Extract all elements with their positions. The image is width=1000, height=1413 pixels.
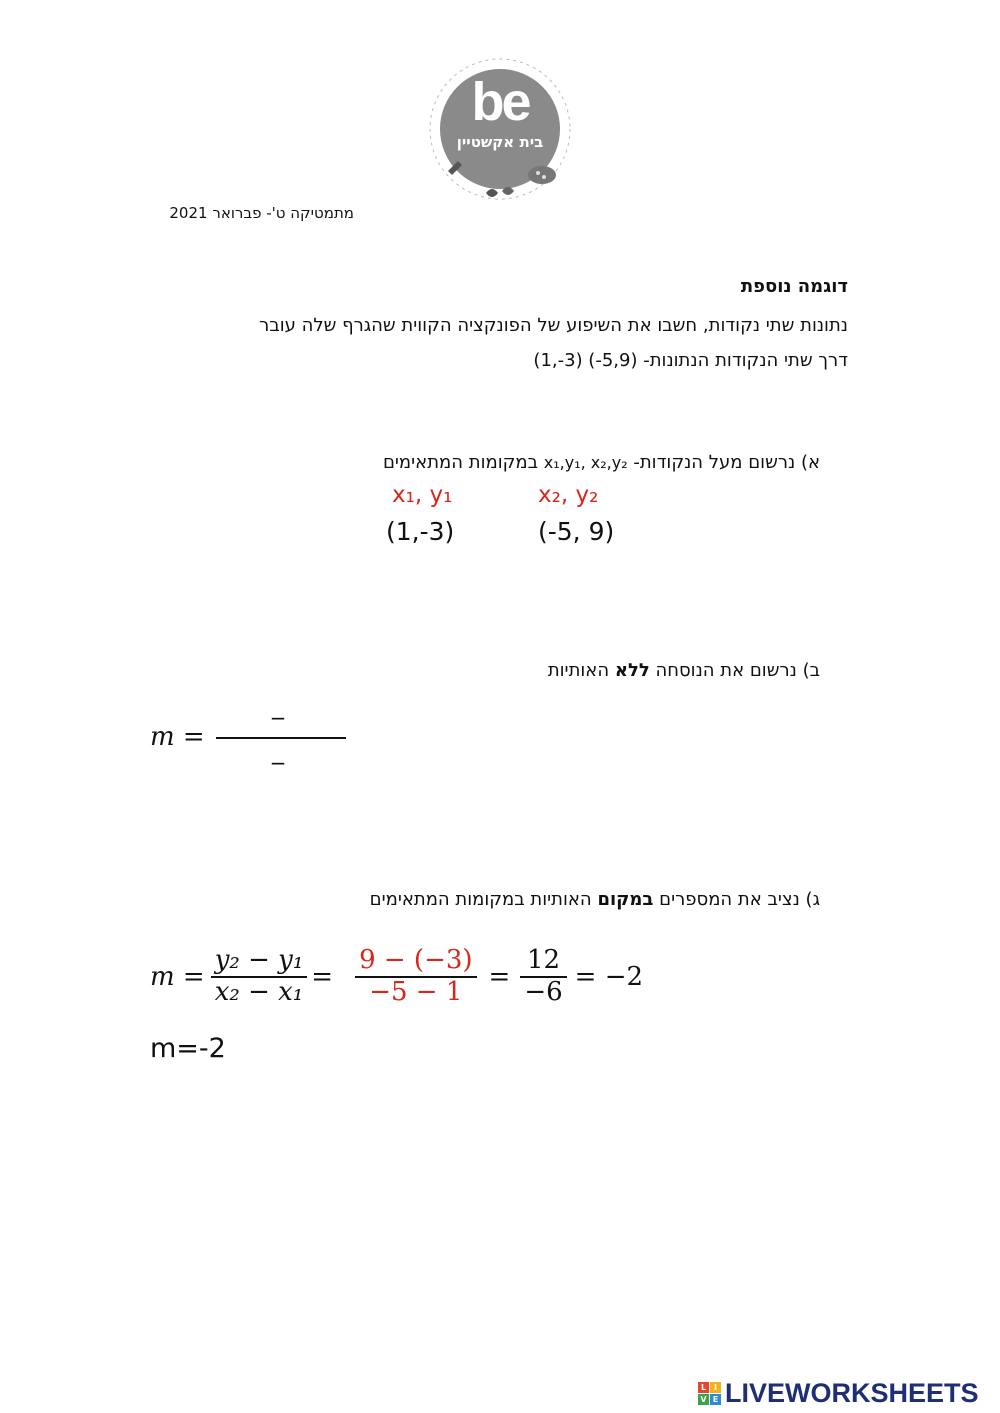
slope-numeric-numerator: 12 — [526, 945, 561, 976]
point-2-label: x₂, y₂ — [538, 482, 599, 508]
point-2: (-5, 9) — [538, 517, 615, 546]
slope-substituted-numerator: 9 − (−3) — [359, 945, 473, 976]
slope-eq-1: = — [311, 962, 334, 992]
footer-brand-text: LIVEWORKSHEETS — [725, 1377, 979, 1408]
step-b-denominator: _ — [272, 737, 284, 765]
slope-equation — [150, 936, 643, 1018]
step-b-lhs: m = — [150, 722, 205, 752]
slope-lhs: m = — [150, 962, 205, 992]
step-b-numerator: _ — [272, 692, 284, 720]
step-a-text-after: במקומות המתאימים — [382, 452, 539, 473]
badge-letter-i: I — [710, 1382, 721, 1393]
school-logo — [426, 53, 574, 207]
step-a-vars: x₁,y₁, x₂,y₂ — [543, 453, 628, 472]
slope-eq-2: = — [488, 962, 511, 992]
step-b-instruction — [300, 660, 820, 681]
liveworksheets-logo-icon — [698, 1382, 721, 1405]
step-b-marker: ב) — [802, 660, 820, 681]
point-1-label: x₁, y₁ — [392, 482, 453, 508]
slope-numeric-fraction — [520, 946, 566, 1008]
step-b-bold: ללא — [614, 660, 650, 681]
slope-substituted-denominator: −5 − 1 — [369, 977, 463, 1007]
badge-letter-l: L — [698, 1382, 709, 1393]
step-c-text-after: האותיות במקומות המתאימים — [369, 889, 592, 910]
slope-formula-denominator: x₂ − x₁ — [214, 977, 304, 1007]
step-b-text-before: נרשום את הנוסחה — [655, 660, 797, 681]
intro-line-2 — [300, 350, 848, 371]
page-title: דוגמה נוספת — [740, 276, 848, 297]
intro-line-1: נתונות שתי נקודות, חשבו את השיפוע של הפונקציה הקווית שהגרף שלה עובר — [259, 315, 848, 336]
intro-line-2-text: דרך שתי הנקודות הנתונות- — [643, 350, 848, 371]
final-answer: m=-2 — [150, 1033, 226, 1064]
subject-date: מתמטיקה ט'- פברואר 2021 — [169, 204, 354, 222]
slope-numeric-denominator: −6 — [524, 977, 563, 1007]
slope-formula-fraction — [211, 946, 308, 1008]
footer-brand — [698, 1377, 979, 1409]
step-a-marker: א) — [800, 452, 820, 473]
step-c-marker: ג) — [805, 889, 820, 910]
point-1: (1,-3) — [386, 517, 455, 546]
step-a-text-before: נרשום מעל הנקודות- — [633, 452, 796, 473]
step-c-instruction — [200, 889, 820, 910]
intro-points: (1,-3) (-5,9) — [533, 350, 638, 371]
slope-result: = −2 — [574, 962, 644, 992]
slope-formula-numerator: y₂ − y₁ — [214, 945, 304, 976]
badge-letter-v: V — [698, 1394, 709, 1405]
step-a-instruction — [200, 452, 820, 473]
badge-letter-e: E — [710, 1394, 721, 1405]
logo-name: בית אקשטיין — [456, 133, 544, 151]
slope-substituted-fraction — [355, 946, 476, 1008]
logo-brand: be — [471, 72, 529, 132]
step-b-text-after: האותיות — [547, 660, 610, 681]
step-c-text-before: נציב את המספרים — [659, 889, 800, 910]
step-c-bold: במקום — [597, 889, 654, 910]
